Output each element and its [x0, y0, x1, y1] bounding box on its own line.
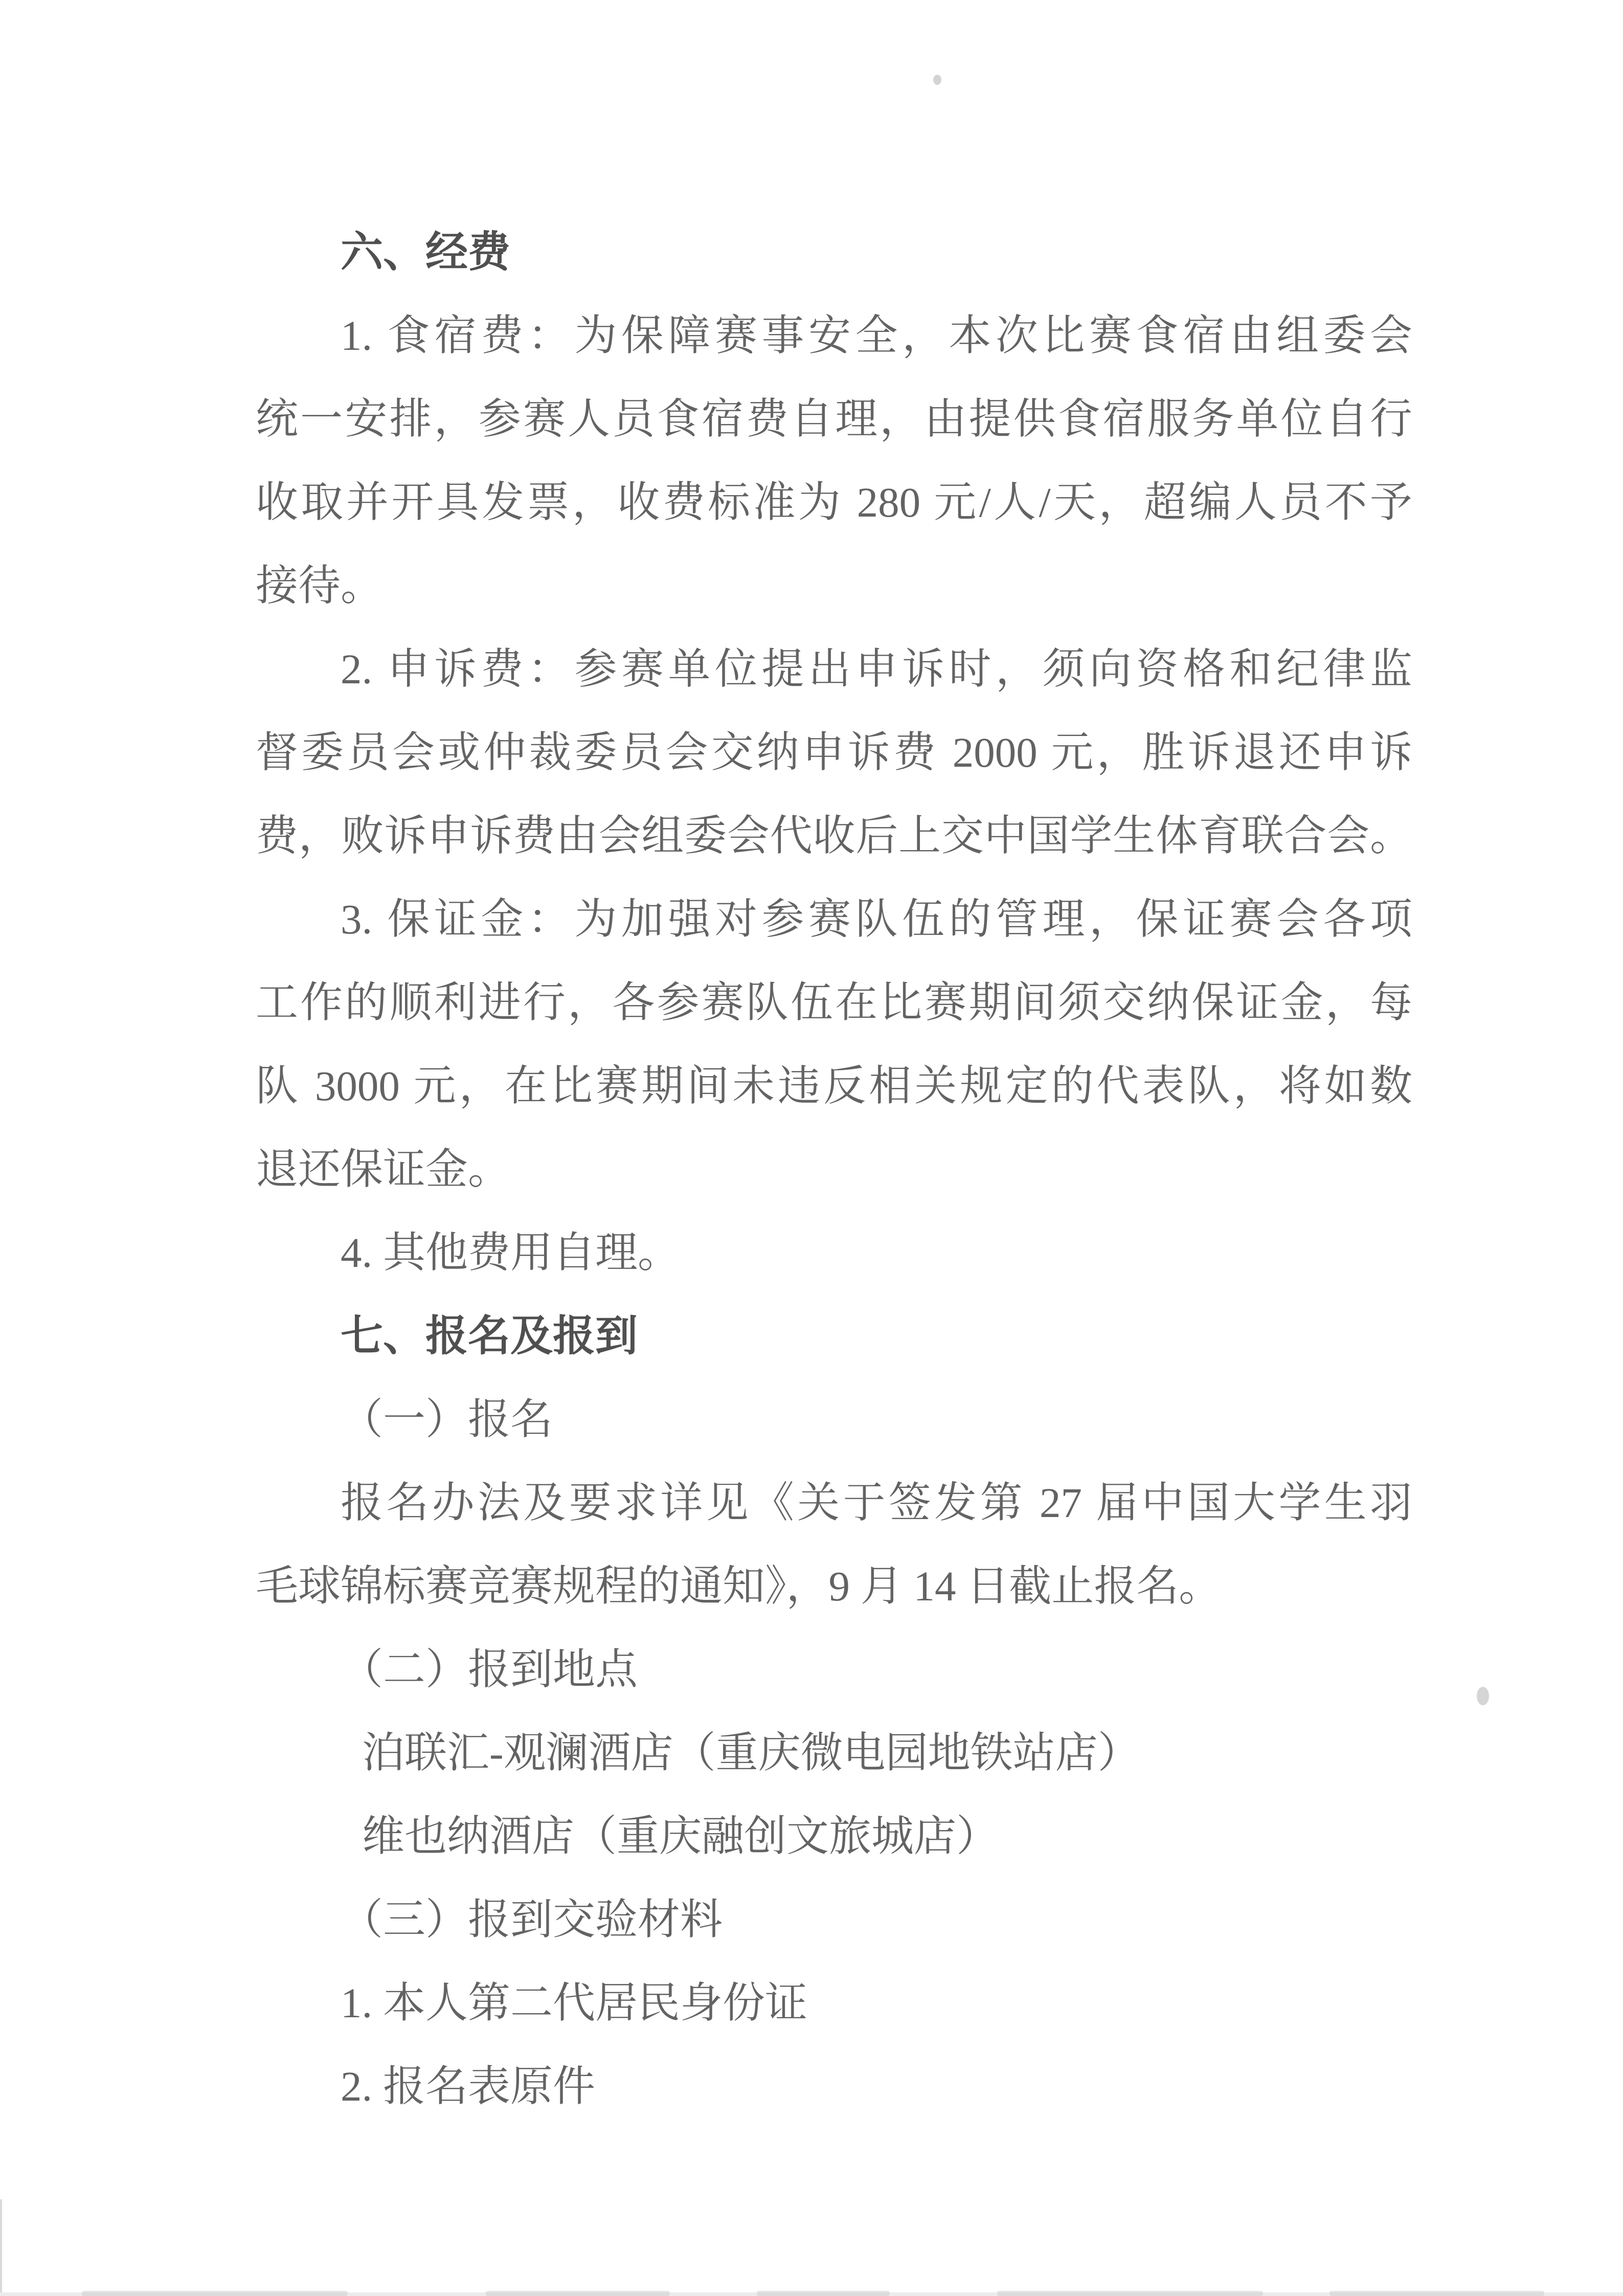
para-2-appeal-fee-line-1: 2. 申诉费：参赛单位提出申诉时，须向资格和纪律监	[341, 645, 1412, 693]
para-4-other-fees: 4. 其他费用自理。	[341, 1229, 680, 1276]
signup-method-line-2: 毛球锦标赛竞赛规程的通知》，9 月 14 日截止报名。	[256, 1563, 1222, 1610]
scan-bottom-smudge	[997, 2291, 1263, 2296]
subsection-3-checkin-materials-title: （三）报到交验材料	[341, 1896, 723, 1943]
subsection-1-signup-title: （一）报名	[341, 1396, 553, 1443]
para-2-appeal-fee-line-3: 费，败诉申诉费由会组委会代收后上交中国学生体育联合会。	[256, 812, 1412, 859]
para-3-deposit-line-3: 队 3000 元，在比赛期间未违反相关规定的代表队，将如数	[256, 1062, 1412, 1109]
signup-method-line-1: 报名办法及要求详见《关于签发第 27 届中国大学生羽	[341, 1479, 1412, 1526]
material-item-1-id-card: 1. 本人第二代居民身份证	[341, 1979, 807, 2026]
para-3-deposit-line-1: 3. 保证金：为加强对参赛队伍的管理，保证赛会各项	[341, 896, 1412, 943]
para-3-deposit-line-4: 退还保证金。	[256, 1146, 510, 1193]
section-heading-7-registration: 七、报名及报到	[341, 1312, 638, 1359]
scan-bottom-smudge	[82, 2291, 348, 2296]
hotel-address-1: 泊联汇-观澜酒店（重庆微电园地铁站店）	[362, 1729, 1140, 1776]
scan-bottom-smudge	[1329, 2291, 1544, 2296]
para-1-board-fee-line-3: 收取并开具发票，收费标准为 280 元/人/天，超编人员不予	[256, 479, 1412, 526]
para-1-board-fee-line-1: 1. 食宿费：为保障赛事安全，本次比赛食宿由组委会	[341, 312, 1412, 359]
para-1-board-fee-line-4: 接待。	[256, 562, 383, 609]
hotel-address-2: 维也纳酒店（重庆融创文旅城店）	[362, 1813, 999, 1860]
scan-speck-top	[933, 75, 941, 85]
scan-bottom-smudge	[757, 2291, 890, 2296]
scan-edge-line	[0, 2199, 2, 2296]
document-text-block	[256, 211, 1412, 2128]
scan-bottom-smudge	[486, 2291, 670, 2296]
para-1-board-fee-line-2: 统一安排，参赛人员食宿费自理，由提供食宿服务单位自行	[256, 395, 1412, 442]
subsection-2-checkin-location-title: （二）报到地点	[341, 1646, 638, 1693]
section-heading-6-funding: 六、经费	[341, 229, 510, 276]
scan-speck-right	[1477, 1687, 1489, 1705]
material-item-2-entry-form: 2. 报名表原件	[341, 2063, 595, 2110]
para-3-deposit-line-2: 工作的顺利进行，各参赛队伍在比赛期间须交纳保证金，每	[256, 979, 1412, 1026]
para-2-appeal-fee-line-2: 督委员会或仲裁委员会交纳申诉费 2000 元，胜诉退还申诉	[256, 729, 1412, 776]
